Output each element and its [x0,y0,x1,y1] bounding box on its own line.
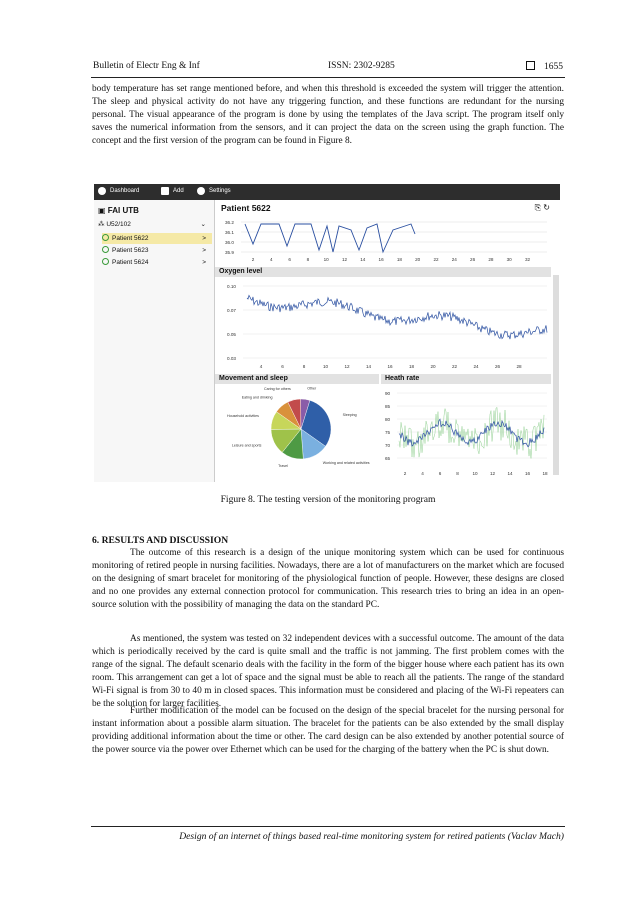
oxy-y-tick: 0.05 [227,332,236,337]
temp-x-tick: 30 [506,257,512,262]
patient-label: Patient 5623 [112,247,149,254]
paragraph-results-2: As mentioned, the system was tested on 32 independent devices with a successful outcome. The amount of the data which is periodically received by the card is quite small and the traffic is not jamming. The first problem comes with the range of the signal. The default scenario deals with the facility in the form of the bigger house where each patient has its own room. This arrangement can get a lot of space and the signal must be able to reach all the patients. The range of the standard Wi-Fi signal is from 30 to 40 m in closed spaces. This information must be considered and placing of the Wi-Fi repeaters can be the solution for larger facilities. [92,634,564,710]
oxygen-panel-title: Oxygen level [215,267,551,277]
pie-slice-label: Leisure and sports [231,443,262,448]
hr-y-tick: 70 [385,443,391,448]
paragraph-intro: body temperature has set range mentioned before, and when this threshold is exceeded the system will trigger the attention. The sleep and physical activity do not have any triggering function, and these functions are redundant for the nursing personal. The visual appearance of the program is done by using the templates of the Java script. The program itself only saves the numerical information from the sensors, and it can project the data on the screen using the graph function. The concept and the first version of the program can be found in Figure 8. [92,84,564,147]
patient-label: Patient 5622 [112,235,149,242]
hr-raw-line [399,407,544,458]
sidebar-root: ▣ FAI UTB [98,206,139,215]
hr-x-tick: 18 [542,471,548,476]
temp-x-tick: 26 [470,257,476,262]
status-dot-icon [102,246,109,253]
toolbar-dashboard[interactable]: Dashboard [110,188,140,194]
temp-x-tick: 10 [323,257,329,262]
temp-x-tick: 8 [306,257,310,262]
chevron-right-icon: > [202,235,206,242]
sidebar-item-patient-5624[interactable] [102,257,212,268]
temp-x-tick: 14 [360,257,366,262]
patient-title: Patient 5622 [221,203,271,213]
hr-x-tick: 8 [456,471,459,476]
sidebar-group[interactable]: ⁂ U52/102 ⌄ [98,221,206,228]
toolbar-settings[interactable]: Settings [209,188,231,194]
temp-x-tick: 16 [378,257,384,262]
app-toolbar [94,184,560,200]
page-number: 1655 [544,62,563,72]
oxy-x-tick: 22 [451,364,458,369]
hr-x-tick: 2 [403,471,407,476]
journal-name: Bulletin of Electr Eng & Inf [93,61,200,71]
heart-rate-chart [381,385,551,479]
movement-pie-chart [215,385,379,479]
hr-x-tick: 14 [507,471,513,476]
temp-x-tick: 4 [270,257,273,262]
hr-y-tick: 65 [385,456,391,461]
status-dot-icon [102,258,109,265]
oxy-series-line [247,295,547,339]
chevron-right-icon: > [202,247,206,254]
hr-x-tick: 10 [472,471,478,476]
temp-x-tick: 28 [488,257,494,262]
hr-y-tick: 90 [385,391,391,396]
temp-x-tick: 20 [415,257,421,262]
movement-panel-title: Movement and sleep [215,374,379,384]
footer-rule [91,826,565,827]
temp-x-tick: 2 [251,257,255,262]
header-rule [91,77,565,78]
hr-x-tick: 4 [421,471,424,476]
dashboard-icon [98,187,106,195]
sidebar-item-patient-5623[interactable] [102,245,212,256]
pie-slice-label: Caring for others [264,387,291,392]
oxy-x-tick: 8 [302,364,306,369]
oxy-y-tick: 0.10 [227,284,236,289]
chevron-down-icon: ⌄ [200,221,206,228]
oxy-y-tick: 0.03 [227,356,236,361]
main-panel [215,200,560,482]
issn: ISSN: 2302-9285 [328,61,395,71]
oxy-x-tick: 28 [516,364,522,369]
sidebar-group-label: U52/102 [106,221,131,228]
toolbar-add[interactable]: Add [173,188,184,194]
temp-x-tick: 12 [341,257,348,262]
temp-x-tick: 6 [288,257,291,262]
pie-slice-label: Travel [278,464,288,469]
temp-x-tick: 22 [433,257,439,262]
oxy-x-tick: 4 [259,364,263,369]
heart-panel-title: Heath rate [381,374,551,384]
status-dot-icon [102,234,109,241]
oxy-x-tick: 24 [473,364,479,369]
temp-y-tick: 35.9 [225,250,234,255]
hr-y-tick: 75 [385,430,391,435]
temp-x-tick: 24 [451,257,457,262]
hr-x-tick: 12 [489,471,496,476]
patient-sidebar [94,200,215,482]
sidebar-root-label: FAI UTB [107,206,139,215]
sidebar-item-patient-5622[interactable] [102,233,212,244]
add-icon [161,187,169,195]
temp-y-tick: 36.1 [225,230,234,235]
pie-slice-label: Eating and drinking [241,395,273,400]
temp-y-tick: 36.0 [225,240,234,245]
hr-y-tick: 85 [385,404,391,409]
figure-8-screenshot [94,184,560,482]
oxy-x-tick: 26 [494,364,501,369]
patient-label: Patient 5624 [112,259,149,266]
hr-x-tick: 6 [438,471,442,476]
running-footer: Design of an internet of things based real-time monitoring system for retired patients (Vaclav Mach) [179,831,564,842]
chevron-right-icon: > [202,259,206,266]
temp-series-line [245,224,415,252]
oxy-x-tick: 12 [344,364,350,369]
hr-x-tick: 16 [524,471,531,476]
pie-slice-label: Household activities [226,414,259,419]
oxy-x-tick: 18 [408,364,415,369]
settings-icon [197,187,205,195]
figure-caption: Figure 8. The testing version of the monitoring program [220,494,436,505]
oxy-x-tick: 16 [387,364,393,369]
checkbox-glyph-icon [526,61,535,70]
panel-toolbar-icons[interactable]: ⎘ ↻ [534,203,550,212]
running-header [93,61,563,77]
page-number-group [526,61,563,72]
scrollbar[interactable] [553,275,559,475]
pie-slice-label: Working and related activities [322,460,370,465]
temp-y-tick: 36.2 [225,220,234,225]
oxygen-chart [215,278,551,372]
pie-slice-label: Other [307,386,317,391]
oxy-x-tick: 14 [365,364,372,369]
oxy-x-tick: 20 [430,364,436,369]
hr-y-tick: 80 [385,417,391,422]
temperature-chart [215,216,555,264]
oxy-x-tick: 10 [322,364,329,369]
paragraph-results-1: The outcome of this research is a design of the unique monitoring system which can be used for continuous monitoring of retired people in nursing facilities. Nowadays, there are a lot of manufacturers on the market which are focused on the designing of smart bracelet for monitoring of the physiological function of people. However, these designs are closed and no one provides any external connection protocol for communication. This research tries to bring an idea in an open-source solution with the possibility of managing the data on the standard PC. [92,548,564,611]
pie-slice-label: Sleeping [342,413,357,418]
temp-x-tick: 32 [524,257,531,262]
section-heading: 6. RESULTS AND DISCUSSION [92,535,229,546]
paragraph-results-3: Further modification of the model can be focused on the design of the special bracelet for the nursing personal for instant information about a possible alarm situation. The bracelet for the patients can be also extended by the small display providing additional information about the time or other. The card design can be also extended by another potential source of the power source via the power over Ethernet which can be used for the charging of the battery when the PC is shut down. [92,706,564,756]
oxy-x-tick: 6 [281,364,284,369]
oxy-y-tick: 0.07 [227,308,236,313]
temp-x-tick: 18 [396,257,402,262]
